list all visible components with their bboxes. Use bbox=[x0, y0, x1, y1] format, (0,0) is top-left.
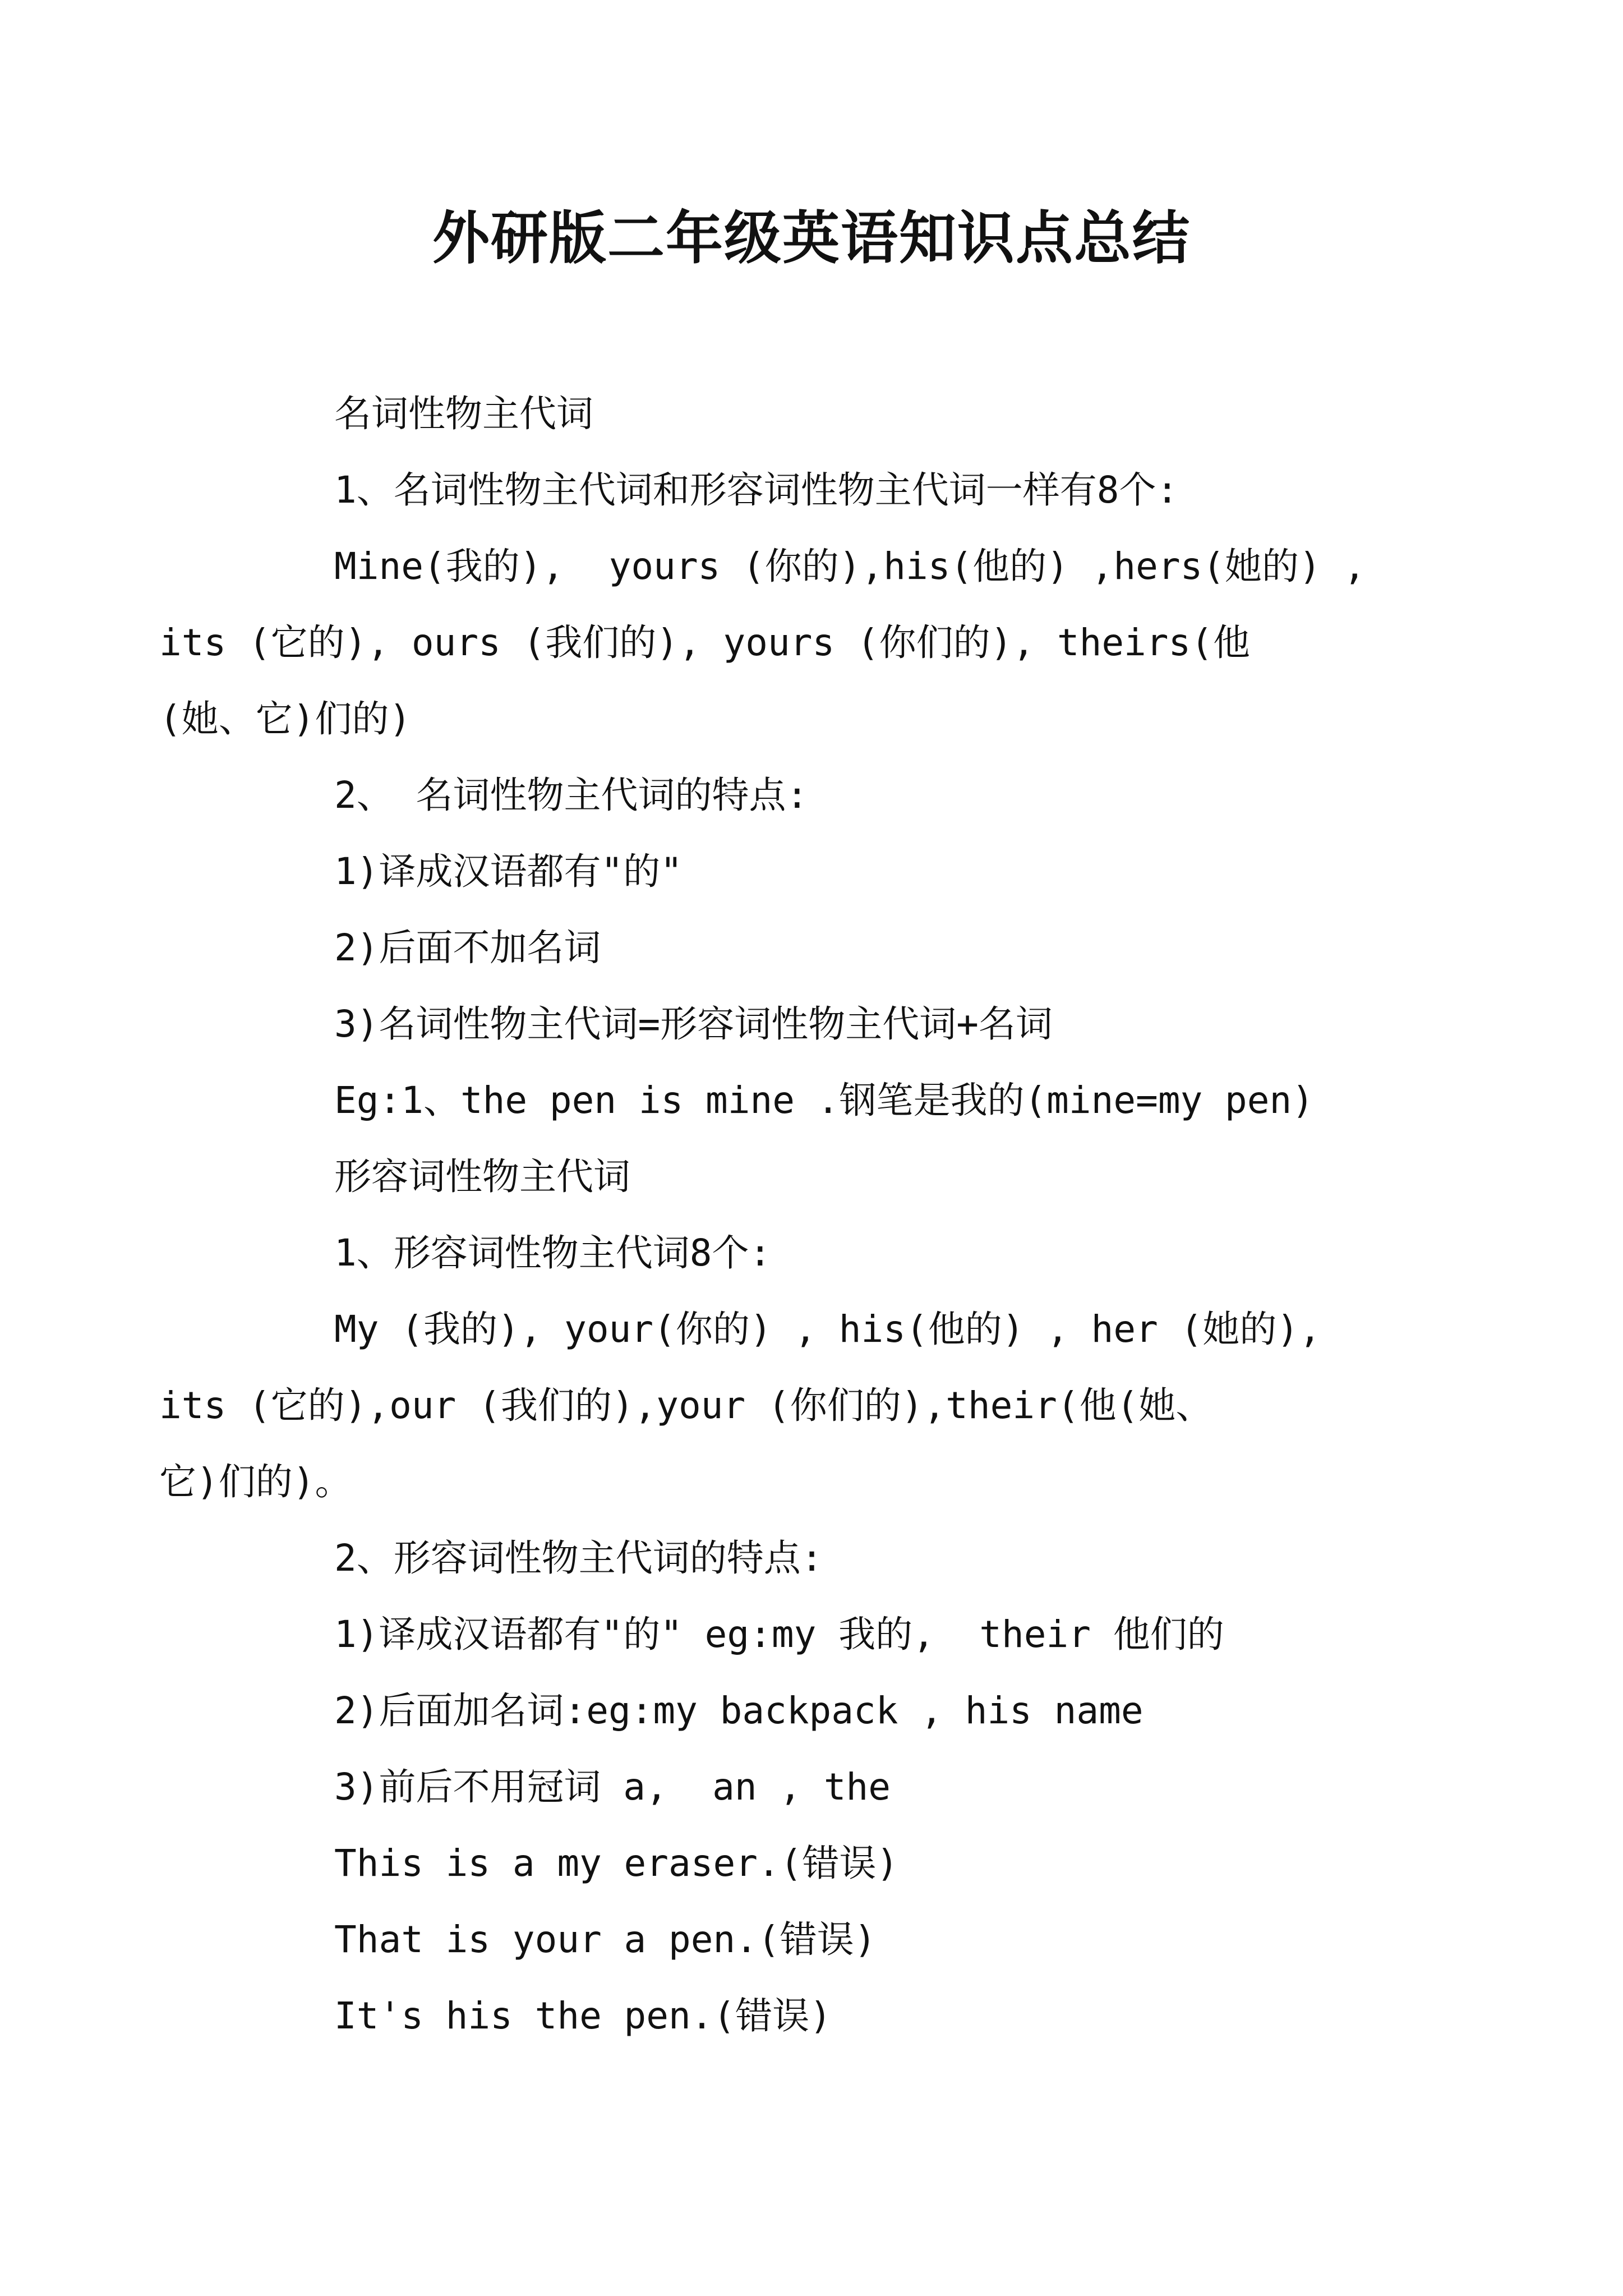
paragraph: Mine(我的), yours (你的),his(他的) ,hers(她的) , bbox=[334, 545, 1366, 588]
list-item: 3)名词性物主代词=形容词性物主代词+名词 bbox=[334, 1002, 1053, 1046]
paragraph-continuation: 它)们的)。 bbox=[159, 1460, 352, 1503]
example-line: This is a my eraser.(错误) bbox=[334, 1842, 899, 1885]
example-line: Eg:1、the pen is mine .钢笔是我的(mine=my pen) bbox=[334, 1079, 1315, 1122]
paragraph: 2、形容词性物主代词的特点: bbox=[334, 1536, 823, 1580]
page-title: 外研版二年级英语知识点总结 bbox=[432, 205, 1191, 272]
list-item: 2)后面不加名词 bbox=[334, 926, 601, 969]
list-item: 1)译成汉语都有"的" bbox=[334, 850, 683, 893]
paragraph: 1、名词性物主代词和形容词性物主代词一样有8个: bbox=[334, 468, 1179, 512]
section-heading-adjectival-possessive: 形容词性物主代词 bbox=[334, 1155, 630, 1198]
example-line: That is your a pen.(错误) bbox=[334, 1918, 877, 1961]
list-item: 2)后面加名词:eg:my backpack , his name bbox=[334, 1689, 1144, 1732]
paragraph-continuation: its (它的),our (我们的),your (你们的),their(他(她、 bbox=[159, 1384, 1213, 1427]
paragraph-continuation: (她、它)们的) bbox=[159, 697, 412, 740]
document-body bbox=[159, 376, 1391, 2054]
list-item: 1)译成汉语都有"的" eg:my 我的, their 他们的 bbox=[334, 1613, 1224, 1656]
paragraph: 2、 名词性物主代词的特点: bbox=[334, 774, 809, 817]
paragraph: 1、形容词性物主代词8个: bbox=[334, 1231, 772, 1274]
list-item: 3)前后不用冠词 a, an , the bbox=[334, 1765, 891, 1809]
example-line: It's his the pen.(错误) bbox=[334, 1994, 832, 2037]
paragraph-continuation: its (它的), ours (我们的), yours (你们的), theirs(他 bbox=[159, 621, 1251, 664]
paragraph: My (我的), your(你的) , his(他的) , her (她的), bbox=[334, 1308, 1321, 1351]
section-heading-nominal-possessive: 名词性物主代词 bbox=[334, 392, 593, 435]
